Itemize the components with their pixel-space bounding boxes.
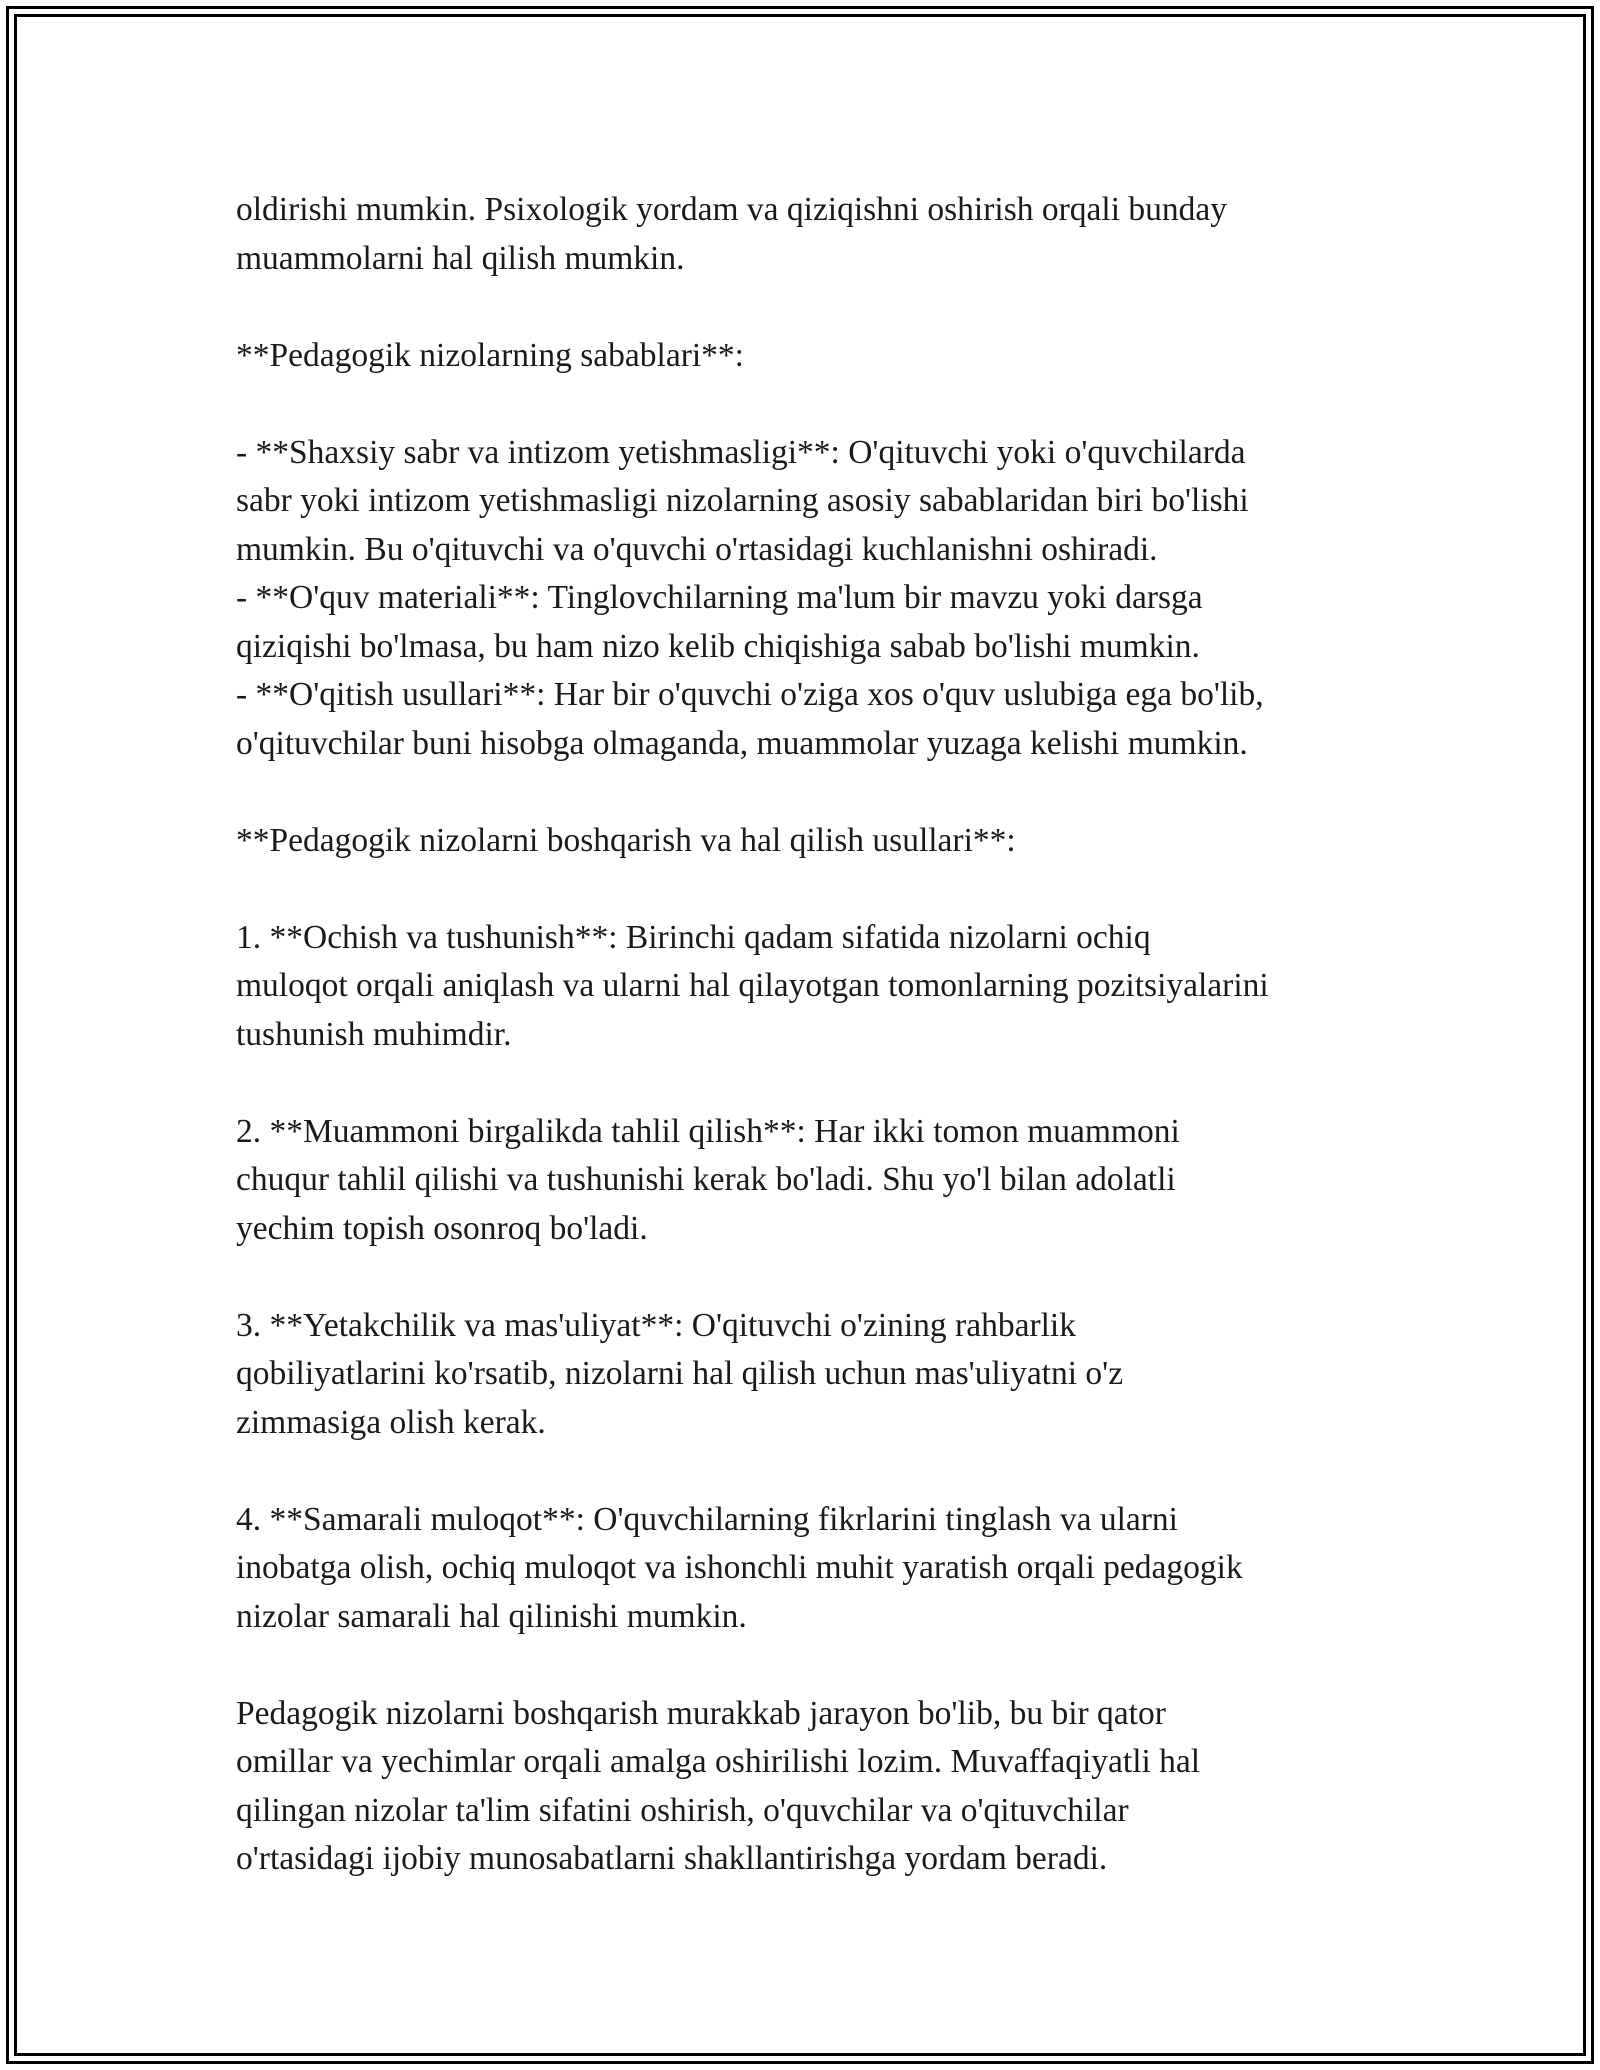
paragraph-gap <box>236 865 1396 914</box>
text-line: muammolarni hal qilish mumkin. <box>236 239 685 277</box>
paragraph-gap <box>236 1253 1396 1302</box>
paragraph-gap <box>236 1059 1396 1108</box>
paragraph-gap <box>236 283 1396 332</box>
text-line: omillar va yechimlar orqali amalga oshirilishi lozim. Muvaffaqiyatli hal <box>236 1743 1201 1780</box>
text-line: qilingan nizolar ta'lim sifatini oshirish, o'quvchilar va o'qituvchilar <box>236 1791 1129 1829</box>
list-item-text: - **O'quv materiali**: Tinglovchilarning ma'lum bir mavzu yoki darsga <box>236 579 1203 616</box>
text-line: oldirishi mumkin. Psixologik yordam va qiziqishni oshirish orqali bunday <box>236 191 1227 228</box>
paragraph-gap <box>236 1641 1396 1690</box>
text-line: muloqot orqali aniqlash va ularni hal qilayotgan tomonlarning pozitsiyalarini <box>236 967 1269 1004</box>
text-line: mumkin. Bu o'qituvchi va o'quvchi o'rtasidagi kuchlanishni oshiradi. <box>236 530 1158 568</box>
paragraph-gap <box>236 380 1396 429</box>
section-heading-causes: **Pedagogik nizolarning sabablari**: <box>236 336 744 374</box>
text-line: zimmasiga olish kerak. <box>236 1403 546 1441</box>
text-line: o'rtasidagi ijobiy munosabatlarni shakllantirishga yordam beradi. <box>236 1840 1108 1877</box>
text-line: nizolar samarali hal qilinishi mumkin. <box>236 1597 747 1635</box>
text-line: qiziqishi bo'lmasa, bu ham nizo kelib chiqishiga sabab bo'lishi mumkin. <box>236 627 1200 665</box>
conclusion-text: Pedagogik nizolarni boshqarish murakkab jarayon bo'lib, bu bir qator <box>236 1694 1166 1732</box>
list-item-text: - **Shaxsiy sabr va intizom yetishmasligi**: O'qituvchi yoki o'quvchilarda <box>236 433 1246 471</box>
paragraph-gap <box>236 768 1396 817</box>
text-line: sabr yoki intizom yetishmasligi nizolarning asosiy sabablaridan biri bo'lishi <box>236 482 1249 519</box>
numbered-item-text: 3. **Yetakchilik va mas'uliyat**: O'qituvchi o'zining rahbarlik <box>236 1306 1076 1344</box>
numbered-item-text: 2. **Muammoni birgalikda tahlil qilish**: Har ikki tomon muammoni <box>236 1112 1180 1150</box>
paragraph-gap <box>236 1447 1396 1496</box>
text-line: o'qituvchilar buni hisobga olmaganda, muammolar yuzaga kelishi mumkin. <box>236 724 1248 762</box>
numbered-item-text: 4. **Samarali muloqot**: O'quvchilarning fikrlarini tinglash va ularni <box>236 1500 1178 1538</box>
text-line: yechim topish osonroq bo'ladi. <box>236 1209 648 1247</box>
list-item-text: - **O'qitish usullari**: Har bir o'quvchi o'ziga xos o'quv uslubiga ega bo'lib, <box>236 676 1264 713</box>
numbered-item-text: 1. **Ochish va tushunish**: Birinchi qadam sifatida nizolarni ochiq <box>236 918 1151 956</box>
section-heading-methods: **Pedagogik nizolarni boshqarish va hal qilish usullari**: <box>236 821 1016 859</box>
text-line: chuqur tahlil qilishi va tushunishi kerak bo'ladi. Shu yo'l bilan adolatli <box>236 1161 1176 1198</box>
document-body <box>236 186 1396 1884</box>
text-line: qobiliyatlarini ko'rsatib, nizolarni hal qilish uchun mas'uliyatni o'z <box>236 1355 1124 1392</box>
text-line: tushunish muhimdir. <box>236 1015 512 1053</box>
text-line: inobatga olish, ochiq muloqot va ishonchli muhit yaratish orqali pedagogik <box>236 1549 1243 1586</box>
